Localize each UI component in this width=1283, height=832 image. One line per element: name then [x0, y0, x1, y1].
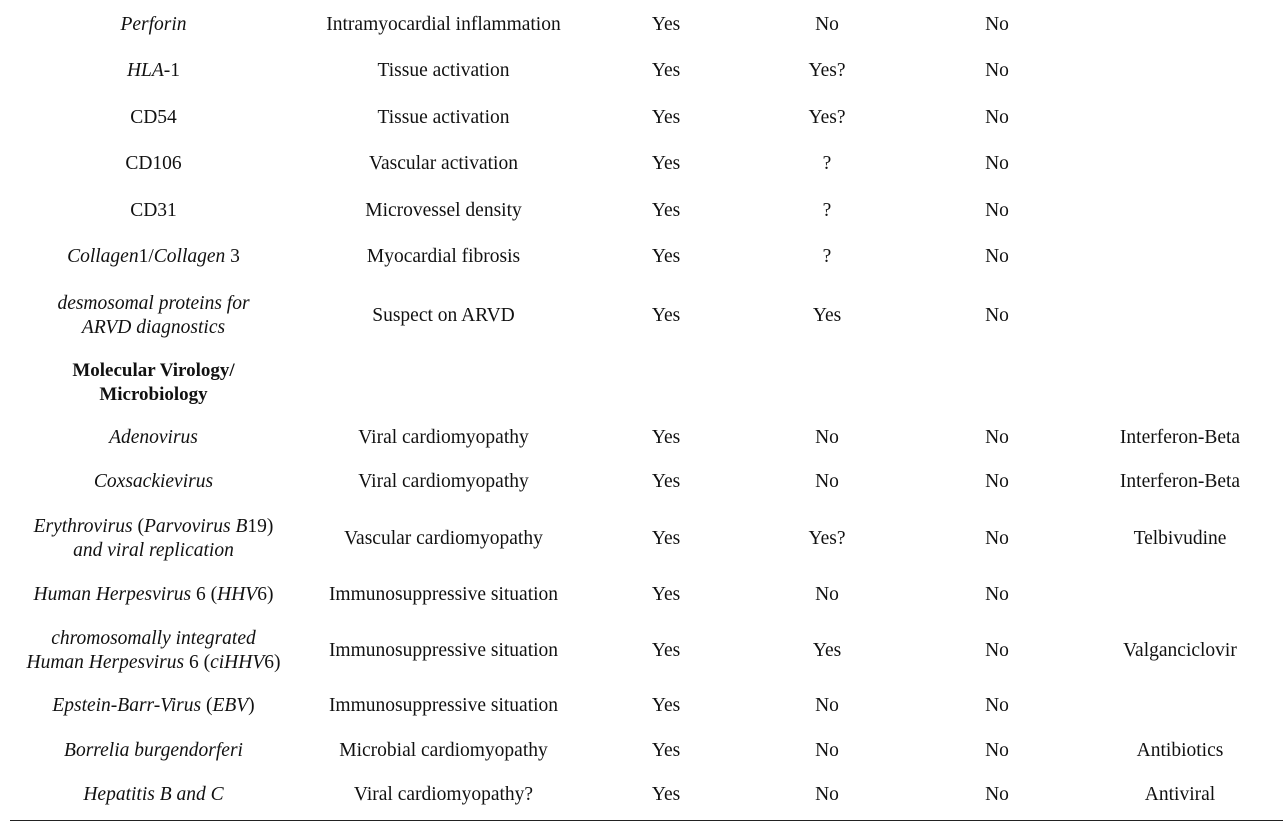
value-cell: No [985, 427, 1009, 448]
marker-italic: Human Herpesvirus [33, 584, 192, 605]
indication-cell: Vascular cardiomyopathy [344, 528, 543, 549]
marker-cell: Borrelia burgendorferi [64, 740, 243, 761]
marker-line: desmosomal proteins for [57, 293, 250, 314]
indication-cell: Viral cardiomyopathy [358, 471, 529, 492]
marker-regular: ( [201, 695, 213, 716]
value-cell: Yes? [808, 528, 846, 549]
indication-cell: Tissue activation [377, 107, 510, 128]
value-cell: Yes [651, 427, 681, 448]
marker-italic: HHV [217, 584, 258, 605]
section-header-row [0, 356, 1283, 410]
marker-line: and viral replication [73, 540, 234, 561]
value-cell: Yes [812, 305, 842, 326]
marker-italic: Collagen [67, 246, 139, 267]
value-cell: Yes [651, 471, 681, 492]
table-bottom-rule [10, 820, 1283, 821]
value-cell: Yes [651, 107, 681, 128]
marker-cell [10, 236, 297, 278]
indication-cell: Viral cardiomyopathy [358, 427, 529, 448]
value-cell: No [985, 695, 1009, 716]
marker-cell [10, 289, 297, 343]
value-cell: ? [822, 153, 832, 174]
indication-cell: Immunosuppressive situation [328, 695, 559, 716]
value-cell: Yes [651, 528, 681, 549]
indication-cell: Intramyocardial inflammation [326, 14, 561, 35]
marker-regular: 19) [247, 516, 274, 537]
marker-line: ARVD diagnostics [81, 317, 226, 338]
value-cell: No [815, 14, 839, 35]
marker-cell: Adenovirus [109, 427, 198, 448]
marker-regular: 6) [257, 584, 274, 605]
value-cell: No [815, 427, 839, 448]
indication-cell: Vascular activation [369, 153, 518, 174]
marker-regular: ( [132, 516, 144, 537]
value-cell: No [985, 153, 1009, 174]
value-cell: No [985, 740, 1009, 761]
table-row [0, 624, 1283, 678]
value-cell: No [985, 246, 1009, 267]
value-cell: Yes [651, 153, 681, 174]
section-title-line: Microbiology [99, 384, 208, 405]
therapy-cell [1082, 190, 1278, 232]
table-row [0, 418, 1283, 458]
value-cell: Yes [651, 584, 681, 605]
value-cell: Yes [651, 784, 681, 805]
marker-cell: CD31 [130, 200, 177, 221]
table-row [0, 686, 1283, 726]
marker-line [34, 515, 274, 539]
table-row [0, 236, 1283, 278]
therapy-cell [1082, 97, 1278, 139]
marker-italic: Collagen [153, 246, 226, 267]
value-cell: No [985, 60, 1009, 81]
marker-cell [10, 624, 297, 678]
therapy-cell: Interferon-Beta [1119, 427, 1241, 448]
value-cell: No [985, 584, 1009, 605]
therapy-cell [1082, 686, 1278, 726]
value-cell: No [985, 528, 1009, 549]
table-row [0, 143, 1283, 185]
value-cell: No [815, 784, 839, 805]
value-cell: No [985, 14, 1009, 35]
value-cell: No [815, 695, 839, 716]
marker-cell: CD106 [125, 153, 182, 174]
marker-italic: Erythrovirus [33, 516, 133, 537]
table-row [0, 462, 1283, 502]
value-cell: No [985, 305, 1009, 326]
table-row [0, 575, 1283, 615]
value-cell: No [985, 107, 1009, 128]
value-cell: Yes [651, 740, 681, 761]
indication-cell: Viral cardiomyopathy? [353, 784, 534, 805]
marker-cell [10, 50, 297, 92]
marker-cell [10, 686, 297, 726]
marker-regular: -1 [163, 60, 181, 81]
marker-line: chromosomally integrated [51, 628, 256, 649]
value-cell: Yes? [808, 107, 846, 128]
table-row [0, 50, 1283, 92]
therapy-cell: Valganciclovir [1123, 640, 1237, 661]
value-cell: Yes [651, 14, 681, 35]
value-cell: ? [822, 246, 832, 267]
marker-cell: Coxsackievirus [93, 471, 214, 492]
section-title [10, 356, 297, 410]
value-cell: No [815, 584, 839, 605]
table-row [0, 289, 1283, 343]
marker-cell [10, 512, 297, 566]
indication-cell: Suspect on ARVD [372, 305, 515, 326]
indication-cell: Myocardial fibrosis [366, 246, 521, 267]
marker-italic: Parvovirus B [143, 516, 248, 537]
marker-italic: ciHHV [210, 652, 265, 673]
marker-cell: CD54 [130, 107, 177, 128]
value-cell: Yes [651, 695, 681, 716]
marker-regular: 6 ( [191, 584, 218, 605]
therapy-cell [1082, 236, 1278, 278]
indication-cell: Microbial cardiomyopathy [339, 740, 548, 761]
value-cell: No [985, 471, 1009, 492]
value-cell: Yes [651, 640, 681, 661]
therapy-cell: Antiviral [1144, 784, 1216, 805]
therapy-cell [1082, 4, 1278, 46]
therapy-cell [1082, 143, 1278, 185]
value-cell: Yes [651, 60, 681, 81]
marker-regular: ) [248, 695, 255, 716]
therapy-cell [1082, 50, 1278, 92]
marker-line [26, 651, 280, 675]
therapy-cell: Interferon-Beta [1119, 471, 1241, 492]
table-row [0, 190, 1283, 232]
marker-cell: Perforin [120, 14, 187, 35]
value-cell: Yes? [808, 60, 846, 81]
value-cell: No [815, 740, 839, 761]
indication-cell: Microvessel density [365, 200, 522, 221]
section-title-line: Molecular Virology/ [72, 360, 235, 381]
table-row [0, 731, 1283, 771]
marker-regular: 3 [225, 246, 240, 267]
therapy-cell [1082, 575, 1278, 615]
indication-cell: Immunosuppressive situation [328, 584, 559, 605]
marker-regular: 6) [264, 652, 281, 673]
marker-regular: 6 ( [184, 652, 211, 673]
therapy-cell: Telbivudine [1133, 528, 1227, 549]
marker-regular: 1/ [138, 246, 154, 267]
table-row [0, 775, 1283, 815]
therapy-cell: Antibiotics [1136, 740, 1224, 761]
table-row [0, 512, 1283, 566]
marker-cell: Hepatitis B and C [83, 784, 224, 805]
value-cell: No [985, 640, 1009, 661]
table-row [0, 97, 1283, 139]
value-cell: ? [822, 200, 832, 221]
value-cell: Yes [651, 200, 681, 221]
value-cell: Yes [651, 305, 681, 326]
table-row [0, 4, 1283, 46]
marker-italic: Epstein-Barr-Virus [52, 695, 202, 716]
marker-italic: EBV [212, 695, 249, 716]
marker-italic: HLA [126, 60, 164, 81]
indication-cell: Immunosuppressive situation [328, 640, 559, 661]
therapy-cell [1082, 289, 1278, 343]
value-cell: Yes [651, 246, 681, 267]
value-cell: Yes [812, 640, 842, 661]
indication-cell: Tissue activation [377, 60, 510, 81]
value-cell: No [985, 200, 1009, 221]
value-cell: No [985, 784, 1009, 805]
value-cell: No [815, 471, 839, 492]
marker-italic: Human Herpesvirus [26, 652, 185, 673]
marker-cell [10, 575, 297, 615]
